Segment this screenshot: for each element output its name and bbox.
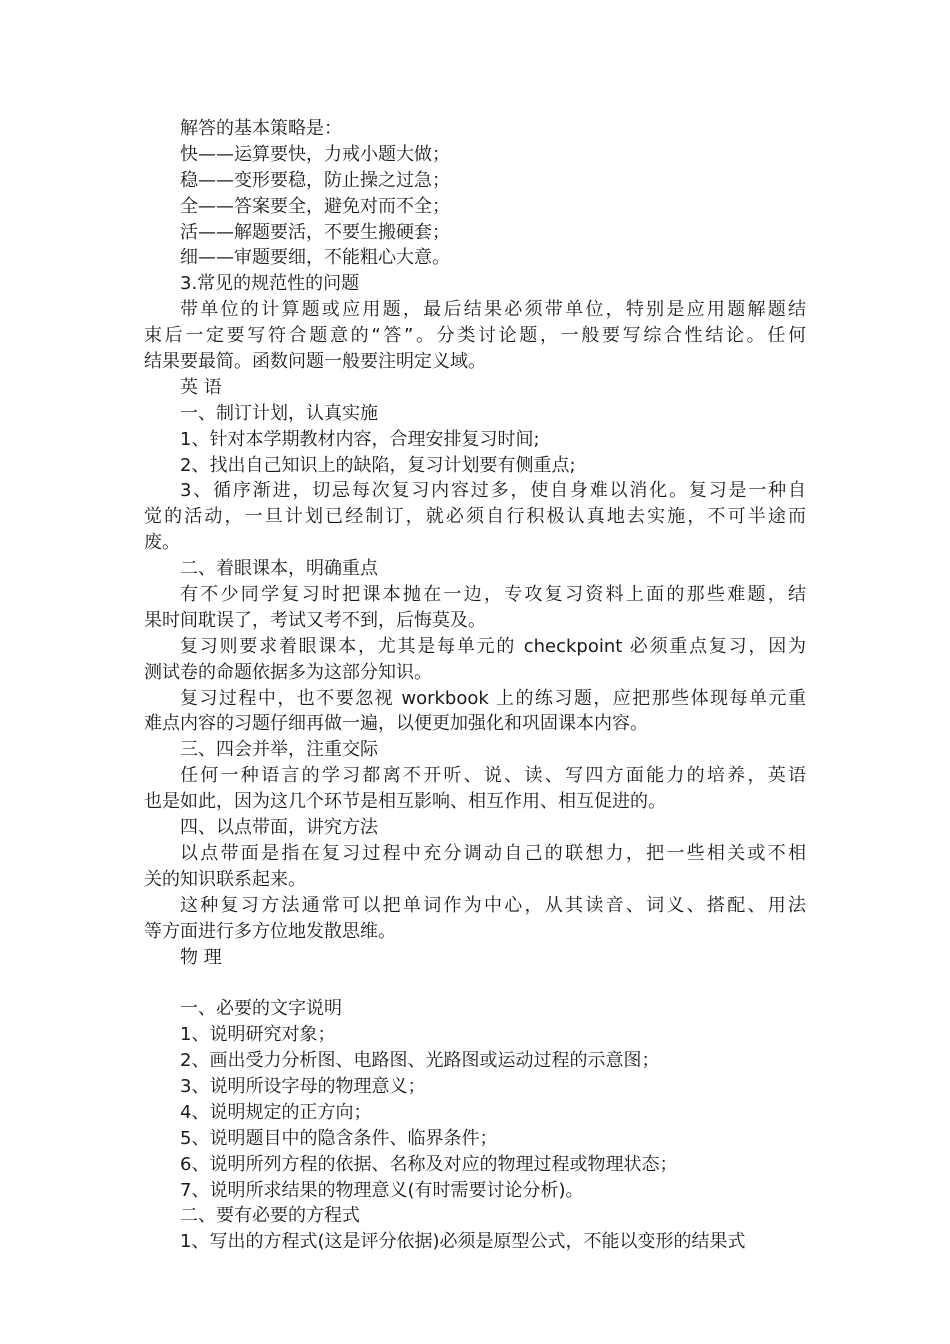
paragraph [144,1022,806,1048]
paragraph [144,1100,806,1126]
text-line: 1、针对本学期教材内容，合理安排复习时间; [180,428,540,450]
text-line: 有不少同学复习时把课本抛在一边，专攻复习资料上面的那些难题，结 [180,584,806,606]
paragraph [144,737,806,763]
paragraph [144,168,806,194]
paragraph [144,1203,806,1229]
paragraph [144,893,806,945]
text-line: 英 语 [180,376,222,398]
text-line: 细——审题要细，不能粗心大意。 [180,247,450,269]
paragraph [144,556,806,582]
paragraph [144,1152,806,1178]
text-line: 四、以点带面，讲究方法 [180,817,378,839]
text-line: 关的知识联系起来。 [144,868,306,890]
paragraph [144,815,806,841]
text-line: 结果要最简。函数问题一般要注明定义域。 [144,351,486,373]
text-line: 2、找出自己知识上的缺陷，复习计划要有侧重点; [180,454,576,476]
text-line: 也是如此，因为这几个环节是相互影响、相互作用、相互促进的。 [144,791,666,813]
paragraph [144,453,806,479]
paragraph [144,1074,806,1100]
paragraph [144,1126,806,1152]
paragraph [144,634,806,686]
text-line [144,970,806,996]
text-line: 1、说明研究对象； [180,1024,336,1046]
text-line: 废。 [144,532,180,554]
paragraph [144,582,806,634]
text-line: 稳——变形要稳，防止操之过急； [180,169,450,191]
text-line: 解答的基本策略是： [180,118,342,139]
text-line: 觉的活动，一旦计划已经制订，就必须自行积极认真地去实施，不可半途而 [144,506,806,528]
text-line: 难点内容的习题仔细再做一遍，以便更加强化和巩固课本内容。 [144,713,648,735]
text-line: 快——运算要快，力戒小题大做； [180,143,450,165]
paragraph [144,1048,806,1074]
paragraph [144,194,806,220]
text-line: 5、说明题目中的隐含条件、临界条件； [180,1127,498,1149]
text-line: 复习则要求着眼课本，尤其是每单元的 checkpoint 必须重点复习，因为 [180,635,806,657]
paragraph [144,763,806,815]
paragraph [144,297,806,375]
paragraph [144,686,806,738]
paragraph [144,116,806,142]
text-line: 3.常见的规范性的问题 [180,273,360,295]
text-line: 7、说明所求结果的物理意义(有时需要讨论分析)。 [180,1179,584,1201]
text-line: 这种复习方法通常可以把单词作为中心，从其读音、词义、搭配、用法 [180,894,806,916]
text-line: 等方面进行多方位地发散思维。 [144,920,396,942]
text-line: 一、制订计划，认真实施 [180,402,378,424]
text-line: 三、四会并举，注重交际 [180,739,378,761]
text-line: 一、必要的文字说明 [180,998,342,1020]
text-line: 二、着眼课本，明确重点 [180,558,378,580]
paragraph [144,996,806,1022]
paragraph [144,375,806,401]
text-line: 活——解题要活，不要生搬硬套； [180,221,450,243]
text-line: 果时间耽误了，考试又考不到，后悔莫及。 [144,609,486,631]
document-body [144,116,806,1255]
text-line: 3、循序渐进，切忌每次复习内容过多，使自身难以消化。复习是一种自 [180,480,806,502]
text-line: 4、说明规定的正方向； [180,1101,372,1123]
text-line: 二、要有必要的方程式 [180,1205,360,1227]
text-line: 复习过程中，也不要忽视 workbook 上的练习题，应把那些体现每单元重 [180,687,806,709]
paragraph [144,220,806,246]
text-line: 以点带面是指在复习过程中充分调动自己的联想力，把一些相关或不相 [180,842,806,864]
paragraph [144,841,806,893]
paragraph [144,1178,806,1204]
paragraph [144,401,806,427]
paragraph [144,245,806,271]
text-line: 带单位的计算题或应用题，最后结果必须带单位，特别是应用题解题结 [180,299,806,321]
text-line: 3、说明所设字母的物理意义； [180,1075,426,1097]
text-line: 全——答案要全，避免对而不全； [180,195,450,217]
paragraph [144,945,806,971]
paragraph [144,427,806,453]
text-line: 束后一定要写符合题意的“答”。分类讨论题，一般要写综合性结论。任何 [144,325,806,347]
paragraph [144,1229,806,1255]
text-line: 2、画出受力分析图、电路图、光路图或运动过程的示意图； [180,1050,660,1072]
text-line: 物 理 [180,946,222,968]
paragraph [144,478,806,556]
text-line: 6、说明所列方程的依据、名称及对应的物理过程或物理状态； [180,1153,678,1175]
text-line: 任何一种语言的学习都离不开听、说、读、写四方面能力的培养，英语 [180,765,806,787]
text-line: 测试卷的命题依据多为这部分知识。 [144,661,432,683]
paragraph [144,271,806,297]
text-line: 1、写出的方程式(这是评分依据)必须是原型公式，不能以变形的结果式 [180,1231,746,1253]
paragraph [144,970,806,996]
paragraph [144,142,806,168]
